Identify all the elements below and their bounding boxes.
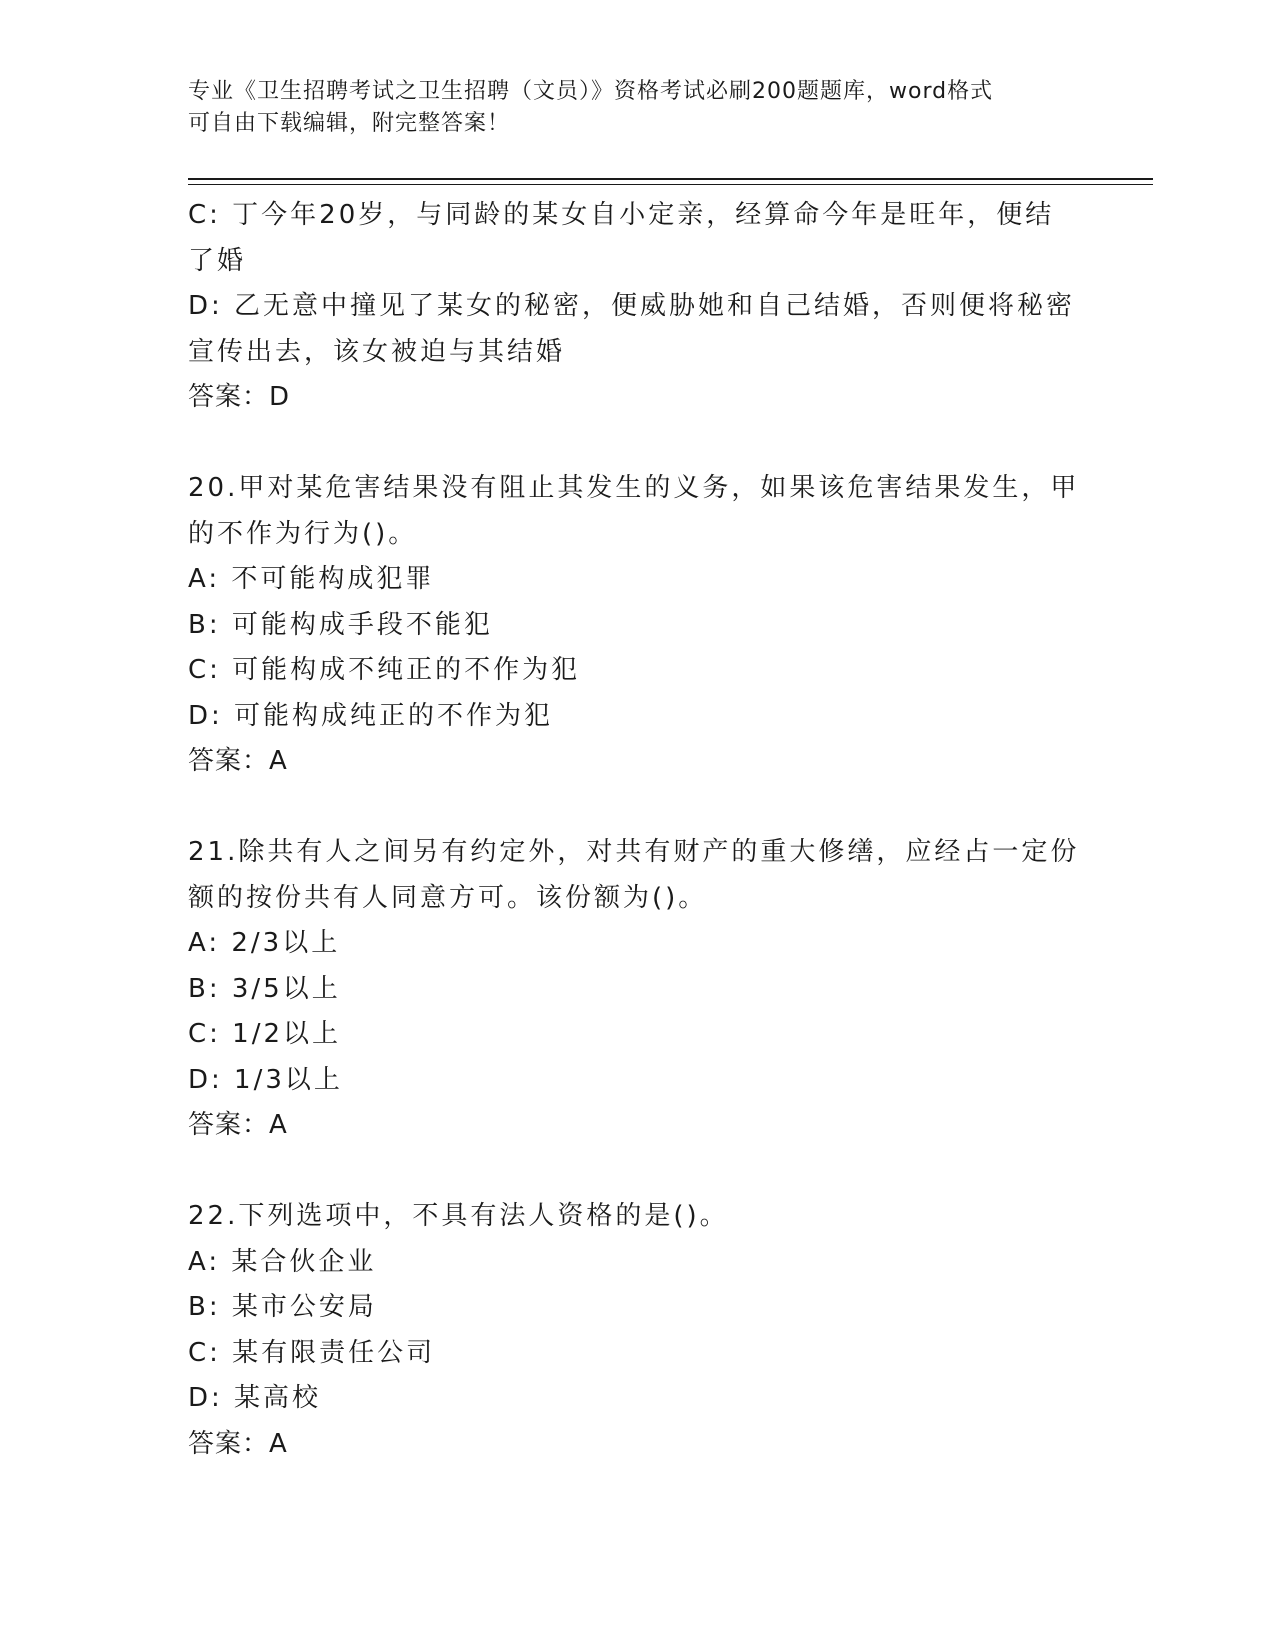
option-c-line-2: 了婚 — [188, 245, 247, 276]
option-d-line-1: D: 乙无意中撞见了某女的秘密，便威胁她和自己结婚，否则便将秘密 — [188, 291, 1076, 321]
header-title-line-2: 可自由下载编辑，附完整答案！ — [188, 111, 511, 136]
answer-line: 答案：A — [188, 1428, 288, 1459]
header-title-line-1: 专业《卫生招聘考试之卫生招聘（文员）》资格考试必刷200题题库，word格式 — [188, 79, 994, 104]
answer-line: 答案：D — [188, 382, 291, 412]
answer-line: 答案：A — [188, 1110, 288, 1140]
option-b: B: 3/5以上 — [188, 973, 341, 1004]
question-stem-line-1: 20.甲对某危害结果没有阻止其发生的义务，如果该危害结果发生，甲 — [188, 473, 1080, 503]
header-divider-thin — [188, 184, 1153, 185]
option-d: D: 1/3以上 — [188, 1064, 343, 1095]
spacer — [188, 785, 1088, 831]
option-a: A: 不可能构成犯罪 — [188, 564, 435, 594]
option-b: B: 可能构成手段不能犯 — [188, 609, 493, 640]
question-20 — [188, 466, 1088, 785]
option-c: C: 1/2以上 — [188, 1019, 342, 1049]
question-stem-line-1: 22.下列选项中，不具有法人资格的是()。 — [188, 1201, 729, 1231]
option-d: D: 可能构成纯正的不作为犯 — [188, 700, 554, 731]
question-stem-line-1: 21.除共有人之间另有约定外，对共有财产的重大修缮，应经占一定份 — [188, 837, 1080, 867]
option-a: A: 某合伙企业 — [188, 1246, 377, 1277]
option-c-line-1: C: 丁今年20岁，与同龄的某女自小定亲，经算命今年是旺年，便结 — [188, 200, 1055, 230]
question-19-continued — [188, 193, 1088, 421]
spacer — [188, 421, 1088, 467]
header-divider-thick — [188, 178, 1153, 180]
question-list — [188, 193, 1088, 1467]
option-b: B: 某市公安局 — [188, 1292, 377, 1322]
question-21 — [188, 830, 1088, 1149]
question-22 — [188, 1194, 1088, 1467]
option-d: D: 某高校 — [188, 1383, 322, 1413]
option-c: C: 可能构成不纯正的不作为犯 — [188, 655, 581, 685]
option-d-line-2: 宣传出去，该女被迫与其结婚 — [188, 336, 566, 367]
option-c: C: 某有限责任公司 — [188, 1337, 436, 1368]
spacer — [188, 1149, 1088, 1195]
question-stem-line-2: 额的按份共有人同意方可。该份额为()。 — [188, 882, 708, 913]
option-a: A: 2/3以上 — [188, 928, 341, 958]
question-stem-line-2: 的不作为行为()。 — [188, 518, 418, 549]
answer-line: 答案：A — [188, 746, 288, 776]
document-header — [188, 76, 1088, 140]
